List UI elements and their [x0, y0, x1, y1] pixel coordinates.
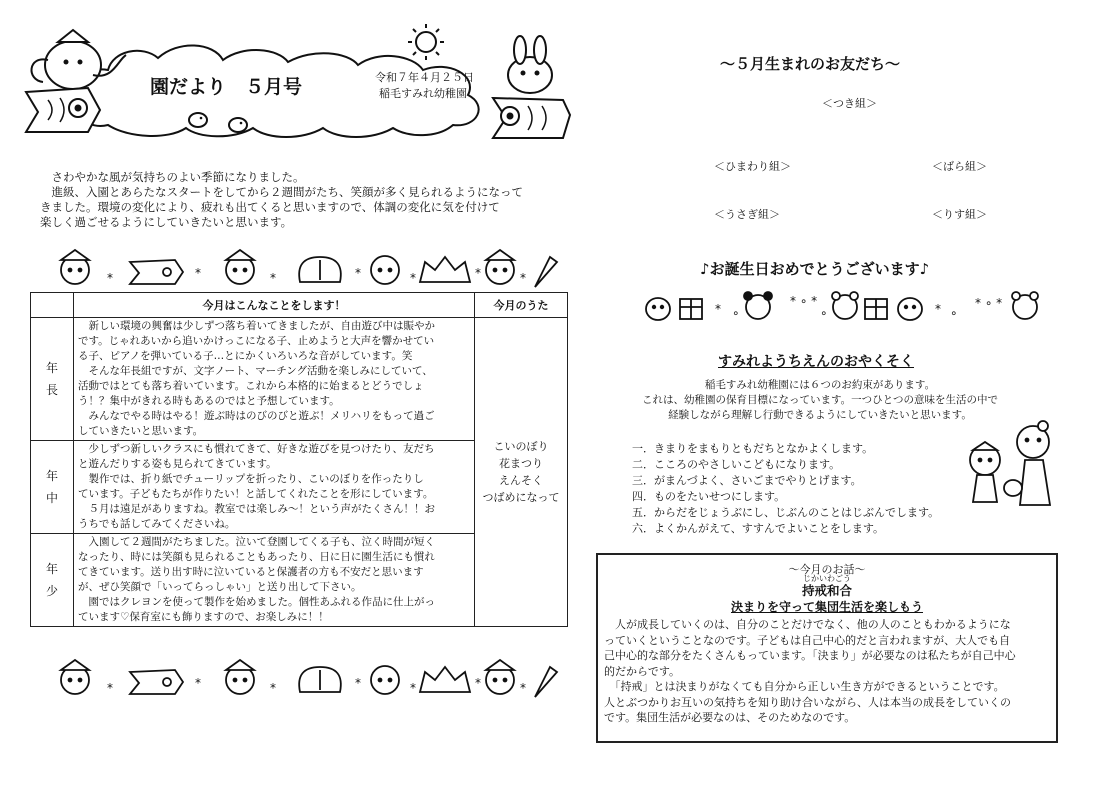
school-name: 稲毛すみれ幼稚園	[379, 87, 467, 100]
boy-icon	[970, 442, 1000, 502]
story-title: 持戒和合	[801, 583, 852, 598]
child-face-icon	[486, 250, 514, 284]
kids-decoration-row-bottom	[45, 652, 565, 702]
sun-icon	[408, 24, 444, 60]
table-header-activity: 今月はこんなことをします！	[74, 293, 475, 318]
list-item: 二．こころのやさしいこどもになります。	[632, 458, 841, 471]
table-header-grade	[31, 293, 74, 318]
grade-activity-text: 新しい環境の興奮は少しずつ落ち着いてきましたが、自由遊び中は賑やか です。じゃれあいから追いかけっこになる子、止めようと大声を響かせてい る子、ピアノを弾いている子…とにかくいろいろな音がしています。笑 そんな年長組ですが、文字ノート、マーチング活動を楽しみにしていて、 活動ではとても落ち着いています。これから本格的に始まるとどうでしょ う！？集中がきれる時もあるのではと予想しています。 みんなでやる時はやる！遊ぶ時はのびのびと遊ぶ！メリハリをもって過ご していきたいと思います。	[74, 318, 475, 441]
monthly-plan-table	[30, 292, 568, 627]
child-face-icon	[486, 660, 514, 694]
story-body-text: 人が成長していくのは、自分のことだけでなく、他の人のこともわかるようにな っていくということなのです。子どもは自己中心的だと言われますが、大人でも自 己中心的な部分をたくさんもっています。「決まり」が必要なのは私たちが自己中心 的だからです。 「持戒」とは決まりがなくても自分から正しい生き方ができるということです。 人とぶつかりお互いの気持ちを知り助け合いながら、人は本当の成長をしていくの です。集団生活が必要なのは、そのためなのです。	[604, 618, 1016, 724]
grade-label: 年 長	[31, 318, 74, 441]
svg-text:*: *	[195, 266, 201, 280]
kids-decoration-row-top	[45, 242, 565, 292]
birthday-greeting: ♪お誕生日おめでとうございます♪	[700, 260, 930, 278]
newsletter-title: 園だより ５月号	[150, 76, 303, 98]
child-face-icon	[371, 256, 399, 284]
child-face-icon	[226, 660, 254, 694]
child-face-icon	[371, 666, 399, 694]
kashiwa-mochi-icon	[299, 257, 341, 282]
svg-text:*: *	[475, 266, 481, 280]
grade-activity-text: 入園して２週間がたちました。泣いて登園してくる子も、泣く時間が短く なったり、時には笑顔も見られることもあったり、日に日に園生活にも慣れ てきています。送り出す時に泣いていると保護者の方も不安だと思います が、ぜひ笑顔で「いってらっしゃい」と送り出して下さい。 園ではクレヨンを使って製作を始めました。個性あふれる作品に仕上がっ ています♡保育室にも飾りますので、お楽しみに！！	[74, 534, 475, 627]
kabuto-helmet-icon	[420, 257, 470, 282]
table-row	[31, 318, 568, 441]
issue-date: 令和７年４月２５日	[375, 71, 474, 84]
svg-text:*: *	[270, 271, 276, 285]
svg-text:*: *	[410, 271, 416, 285]
girl-icon	[1017, 421, 1050, 505]
koinobori-icon	[493, 98, 570, 138]
teapot-icon	[1004, 480, 1022, 496]
svg-text:∘: ∘	[820, 306, 828, 320]
monthly-songs: こいのぼり 花まつり えんそく つばめになって	[475, 318, 568, 627]
class-label-bara: ＜ばら組＞	[932, 160, 987, 173]
svg-text:*: *	[107, 681, 113, 695]
list-item: 五．からだをじょうぶにし、じぶんのことはじぶんでします。	[632, 506, 940, 519]
svg-text:∘: ∘	[732, 306, 740, 320]
rules-section-title: すみれようちえんのおやくそく	[718, 354, 914, 370]
story-title-reading: じかいわごう	[803, 574, 851, 583]
svg-text:*: *	[355, 676, 361, 690]
koinobori-icon	[130, 670, 183, 694]
child-face-icon	[61, 250, 89, 284]
gift-box-icon	[865, 299, 887, 319]
svg-text:*: *	[935, 302, 941, 316]
kabuto-helmet-icon	[420, 667, 470, 692]
panda-icon	[744, 292, 772, 319]
intro-paragraph: さわやかな風が気持ちのよい季節になりました。 進級、入園とあらたなスタートをしてから２週間がたち、笑顔が多く見られるようになって きました。環境の変化により、疲れも出てくると思いますので、体調の変化に気を付けて 楽しく過ごせるようにしていきたいと思います。	[40, 170, 523, 229]
svg-text:*: *	[107, 271, 113, 285]
child-face-icon	[226, 250, 254, 284]
table-header-song: 今月のうた	[475, 293, 568, 318]
children-illustration	[955, 420, 1065, 510]
svg-text:* ∘ *: * ∘ *	[790, 294, 818, 308]
bear-icon	[1012, 292, 1038, 319]
svg-text:*: *	[520, 271, 526, 285]
svg-text:*: *	[520, 681, 526, 695]
svg-text:*: *	[410, 681, 416, 695]
carrot-icon	[535, 667, 557, 697]
child-face-icon	[61, 660, 89, 694]
svg-text:*: *	[475, 676, 481, 690]
svg-text:*: *	[355, 266, 361, 280]
story-heading: ～今月のお話～	[788, 563, 866, 576]
svg-text:* ∘ *: * ∘ *	[975, 296, 1003, 310]
kashiwa-mochi-icon	[299, 667, 341, 692]
class-label-himawari: ＜ひまわり組＞	[714, 160, 791, 173]
list-item: 三．がまんづよく、さいごまでやりとげます。	[632, 474, 862, 487]
grade-label: 年 中	[31, 441, 74, 534]
elephant-icon	[32, 30, 126, 89]
rules-list	[632, 441, 939, 537]
rabbit-icon	[508, 36, 552, 93]
table-header-row	[31, 293, 568, 318]
class-label-risu: ＜りす組＞	[932, 208, 987, 221]
chick-icon	[898, 298, 922, 320]
birthday-decoration-row	[640, 285, 1050, 327]
list-item: 六．よくかんがえて、すすんでよいことをします。	[632, 522, 885, 535]
koinobori-icon	[130, 260, 183, 284]
monthly-story-box	[596, 553, 1058, 743]
koinobori-icon	[26, 88, 100, 132]
list-item: 一．きまりをまもりともだちとなかよくします。	[632, 442, 874, 455]
bird-icon	[189, 113, 207, 127]
story-subtitle: 決まりを守って集団生活を楽しもう	[730, 600, 923, 614]
svg-text:*: *	[195, 676, 201, 690]
grade-activity-text: 少しずつ新しいクラスにも慣れてきて、好きな遊びを見つけたり、友だち と遊んだりする姿も見られてきています。 製作では、折り紙でチューリップを折ったり、こいのぼりを作ったりし ています。子どもたちが作りたい！と話してくれたことを形にしています。 ５月は遠足がありますね。教室では楽しみ～！という声がたくさん！！お うちでも話してみてくださいね。	[74, 441, 475, 534]
svg-text:*: *	[715, 302, 721, 316]
chick-icon	[646, 298, 670, 320]
class-label-tsuki: ＜つき組＞	[822, 97, 877, 110]
bird-icon	[229, 118, 247, 132]
birthday-section-title: ～５月生まれのお友だち～	[720, 55, 901, 73]
svg-text:*: *	[270, 681, 276, 695]
list-item: 四．ものをたいせつにします。	[632, 490, 786, 503]
grade-label: 年 少	[31, 534, 74, 627]
carrot-icon	[535, 257, 557, 287]
bear-icon	[832, 292, 858, 319]
class-label-usagi: ＜うさぎ組＞	[714, 208, 780, 221]
issue-date-block	[375, 70, 474, 102]
svg-text:∘: ∘	[950, 306, 958, 320]
rules-intro-text: 稲毛すみれ幼稚園には６つのお約束があります。 これは、幼稚園の保育目標になっています。一つひとつの意味を生活の中で 経験しながら理解し行動できるようにしていきたいと思います。	[642, 379, 998, 421]
gift-box-icon	[680, 299, 702, 319]
